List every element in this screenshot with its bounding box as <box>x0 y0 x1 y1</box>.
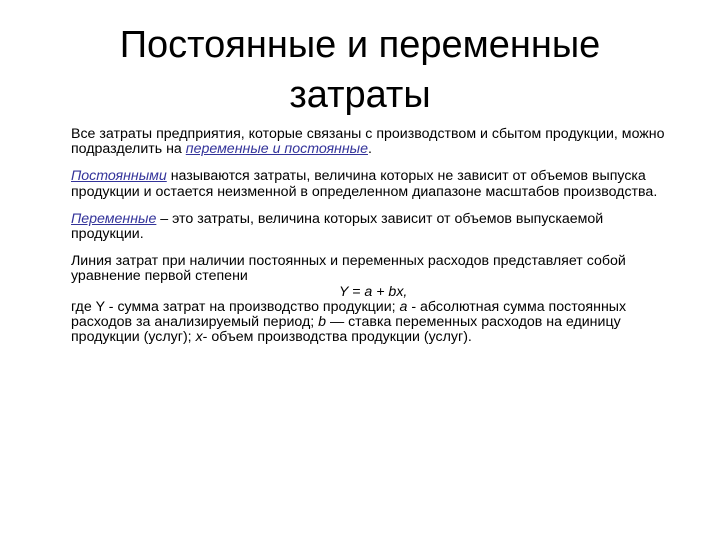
variable-b: b <box>318 314 327 331</box>
slide-body <box>71 127 671 357</box>
paragraph-cost-line <box>71 254 671 345</box>
paragraph-fixed-costs <box>71 169 671 199</box>
paragraph-intro <box>71 127 671 157</box>
cost-formula: Y = a + bx, <box>339 283 408 300</box>
variable-and-fixed-costs-link[interactable]: переменные и постоянные <box>185 141 368 158</box>
variable-costs-link[interactable]: Переменные <box>71 210 157 227</box>
paragraph-fixed-costs-text: называются затраты, величина которых не зависит от объемов выпуска продукции и остается неизменной в определенном диапазоне масштабов производства. <box>71 168 658 200</box>
slide-title <box>60 20 660 120</box>
paragraph-intro-end: . <box>367 141 372 158</box>
paragraph-intro-text: Все затраты предприятия, которые связаны с производством и сбытом продукции, можно подразделить на <box>71 126 665 158</box>
cost-line-intro: Линия затрат при наличии постоянных и переменных расходов представляет собой уравнение первой степени <box>71 253 626 285</box>
variable-a: а <box>399 298 408 315</box>
fixed-costs-link[interactable]: Постоянными <box>71 168 167 185</box>
paragraph-variable-costs <box>71 212 671 242</box>
formula-legend-1: где Y - сумма затрат на производство продукции; <box>71 298 400 315</box>
formula-legend-3: — ставка переменных расходов на единицу продукции (услуг); <box>71 314 621 346</box>
paragraph-variable-costs-text: – это затраты, величина которых зависит от объемов выпускаемой продукции. <box>71 210 604 243</box>
formula-legend-4: - объем производства продукции (услуг). <box>202 329 472 346</box>
title-line-1: Постоянные и переменные <box>119 24 601 66</box>
title-line-2: затраты <box>289 74 431 116</box>
formula-legend-2: - абсолютная сумма постоянных расходов за анализируемый период; <box>71 298 627 331</box>
variable-x: х <box>195 329 203 346</box>
